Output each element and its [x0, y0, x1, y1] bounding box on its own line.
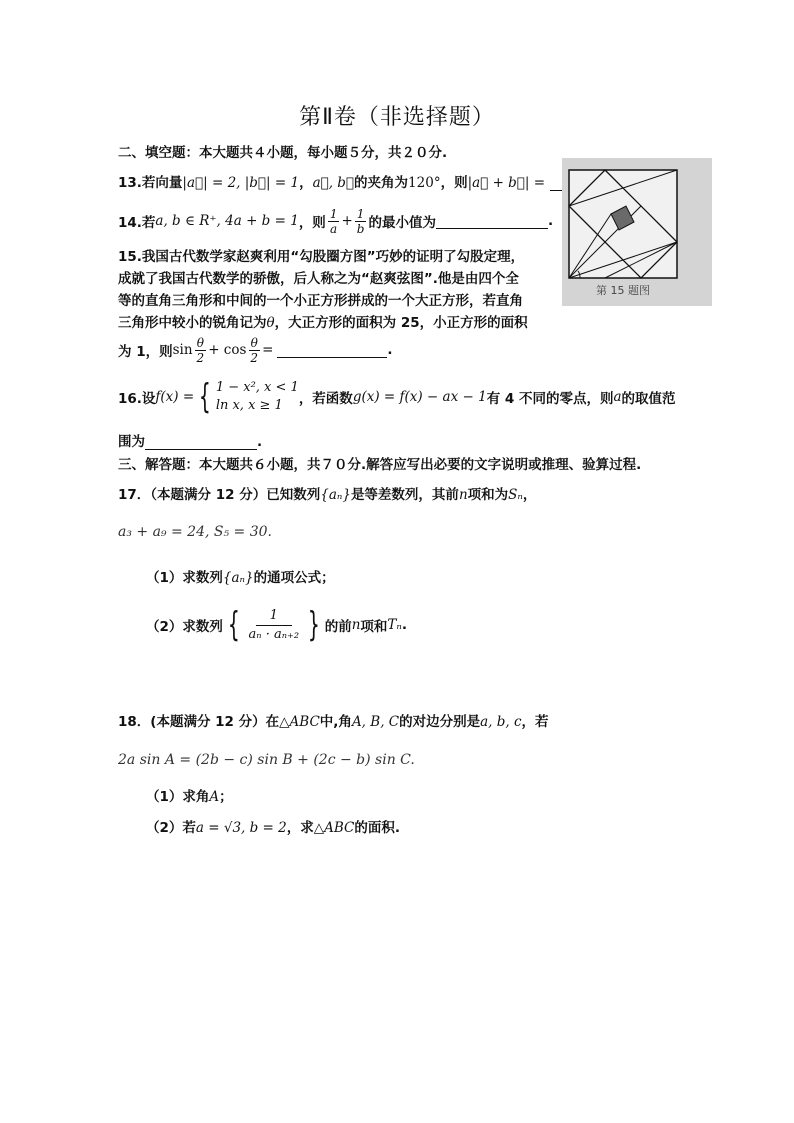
- q14-prefix: 14.若: [118, 215, 156, 231]
- q18-p1b: A: [209, 789, 220, 805]
- q17-p2end: .: [401, 617, 408, 633]
- q17-p2t: Tₙ: [387, 617, 402, 633]
- q18-part-2: [146, 816, 400, 836]
- q18-part-1: [146, 785, 233, 805]
- q18-p2d: △ABC: [313, 820, 355, 836]
- q15-sin: sin: [172, 342, 193, 358]
- q17-prefix: 17．（本题满分 12 分）已知数列: [118, 487, 321, 503]
- q15-line-4a: 三角形中较小的锐角记为: [118, 315, 267, 331]
- figure-caption: 第 15 题图: [596, 284, 650, 297]
- q17-n: n: [458, 487, 468, 503]
- q18-angles: A, B, C: [351, 714, 400, 730]
- q15-equals: =: [262, 342, 274, 358]
- q15-line-4b: ，大正方形的面积为 25，小正方形的面积: [274, 315, 528, 331]
- question-14: [118, 203, 553, 239]
- q13-text2: 的夹角为: [354, 175, 409, 191]
- q15-line-3: 等的直角三角形和中间的一个小正方形拼成的一个大正方形，若直角: [118, 293, 523, 309]
- q17-p1c: 的通项公式；: [253, 570, 335, 586]
- q17-p2c: 项和: [360, 619, 388, 635]
- q18-p2b: a = √3, b = 2: [195, 820, 287, 836]
- q17-part-1: [146, 566, 335, 586]
- q13-text3: ，则: [440, 175, 468, 191]
- q17-p2b: 的前: [324, 619, 352, 635]
- q14-text3: 的最小值为: [368, 215, 436, 231]
- q14-f2-den: b: [356, 221, 365, 236]
- q17-part-2: [146, 602, 407, 648]
- q16-a: a: [613, 389, 622, 405]
- q17-fraction-num: 1: [256, 607, 292, 626]
- question-18: [118, 710, 549, 730]
- q15-answer-blank[interactable]: [277, 343, 387, 358]
- q18-p1c: ；: [219, 789, 233, 805]
- q18-triangle: △ABC: [279, 714, 320, 730]
- q16-answer-blank[interactable]: [145, 435, 257, 450]
- q18-p2e: 的面积.: [354, 820, 401, 836]
- q18-p2c: ，求: [286, 820, 314, 836]
- q15-fs-num: θ: [196, 335, 204, 350]
- q18-p2a: （2）若: [146, 820, 196, 836]
- q14-condition: a, b ∈ R⁺, 4a + b = 1: [155, 213, 299, 229]
- q16-gx: g(x) = f(x) − ax − 1: [352, 389, 487, 405]
- q15-theta: θ: [266, 315, 275, 331]
- q17-text2: 是等差数列，其前: [350, 487, 459, 503]
- q14-fraction-2: [355, 207, 367, 236]
- q18-prefix: 18．(本题满分 12 分）在: [118, 714, 280, 730]
- q14-fraction-1: [328, 207, 340, 236]
- q15-plus-cos: + cos: [208, 342, 247, 358]
- q17-text3: 项和为: [467, 487, 509, 503]
- q16-fx: f(x) =: [155, 389, 195, 405]
- q18-sides: a, b, c: [480, 714, 522, 730]
- q13-angle: 120°: [408, 175, 441, 191]
- q14-end: .: [547, 213, 554, 229]
- q17-end: ，: [522, 487, 537, 503]
- q15-line-2: 成就了我国古代数学的骄傲，后人称之为“赵爽弦图”.他是由四个全: [118, 271, 519, 287]
- q17-brace-left: {: [227, 605, 240, 645]
- q17-brace-right: }: [307, 605, 320, 645]
- q15-fc-den: 2: [250, 350, 259, 365]
- q15-end: .: [387, 342, 393, 358]
- q16-brace: {: [199, 377, 211, 417]
- q16-end: .: [257, 434, 263, 450]
- q17-p1b: {aₙ}: [222, 570, 254, 586]
- q15-fc-num: θ: [250, 335, 258, 350]
- q17-given: a₃ + a₉ = 24, S₅ = 30.: [118, 524, 272, 540]
- q16-line-2-text: 围为: [118, 434, 145, 450]
- q17-sn: Sₙ: [508, 487, 523, 503]
- q13-comma: ，: [299, 175, 313, 191]
- q15-fraction-sin: [195, 336, 207, 365]
- q15-line-1: 15.我国古代数学家赵爽利用“勾股圈方图”巧妙的证明了勾股定理，: [118, 249, 525, 265]
- q16-text2: ，若函数: [298, 391, 353, 407]
- q18-text2: 中,角: [319, 714, 352, 730]
- q13-expression: |a⃗ + b⃗| =: [467, 175, 546, 191]
- q14-answer-blank[interactable]: [436, 214, 548, 229]
- q15-fs-den: 2: [196, 350, 205, 365]
- q14-f1-num: 1: [329, 206, 338, 221]
- q13-prefix: 13.若向量: [118, 175, 183, 191]
- q18-text4: ，若: [521, 714, 549, 730]
- q13-vectors: a⃗, b⃗: [312, 175, 355, 191]
- q15-line-5: [118, 330, 393, 370]
- q17-an: {aₙ}: [320, 487, 351, 503]
- q14-text2: ，则: [298, 215, 326, 231]
- q17-fraction: [247, 607, 302, 644]
- q15-line-5a: 为 1，则: [118, 344, 173, 360]
- q13-vector-lengths: |a⃗| = 2, |b⃗| = 1: [182, 175, 300, 191]
- section-3-heading: 三、解答题：本大题共６小题，共７０分.解答应写出必要的文字说明或推理、验算过程.: [118, 457, 642, 473]
- q18-given: 2a sin A = (2b − c) sin B + (2c − b) sin C.: [118, 752, 415, 768]
- q16-piecewise: [216, 379, 299, 415]
- q16-prefix: 16.设: [118, 391, 156, 407]
- zhao-shuang-diagram: [562, 158, 712, 306]
- q14-f2-num: 1: [356, 206, 365, 221]
- q18-text3: 的对边分别是: [399, 714, 481, 730]
- q16-case-1: 1 − x², x < 1: [215, 380, 299, 395]
- question-16: [118, 372, 676, 422]
- q14-plus: +: [341, 213, 353, 229]
- q16-case-2: ln x, x ≥ 1: [215, 398, 283, 413]
- q15-line-4: [118, 311, 528, 331]
- q15-fraction-cos: [248, 336, 260, 365]
- q14-f1-den: a: [330, 221, 338, 236]
- q16-text3: 有 4 不同的零点，则: [486, 391, 614, 407]
- q18-p1a: （1）求角: [146, 789, 210, 805]
- q16-text4: 的取值范: [621, 391, 676, 407]
- page-title: 第Ⅱ卷（非选择题）: [299, 105, 495, 130]
- q17-p2n: n: [351, 617, 361, 633]
- q17-p2a: （2）求数列: [146, 619, 223, 635]
- question-17: [118, 483, 536, 503]
- q17-fraction-den: aₙ · aₙ₊₂: [248, 626, 300, 642]
- q17-p1a: （1）求数列: [146, 570, 223, 586]
- section-2-heading: 二、填空题：本大题共４小题，每小题５分，共２０分.: [118, 145, 448, 161]
- q16-line-2: [118, 430, 262, 450]
